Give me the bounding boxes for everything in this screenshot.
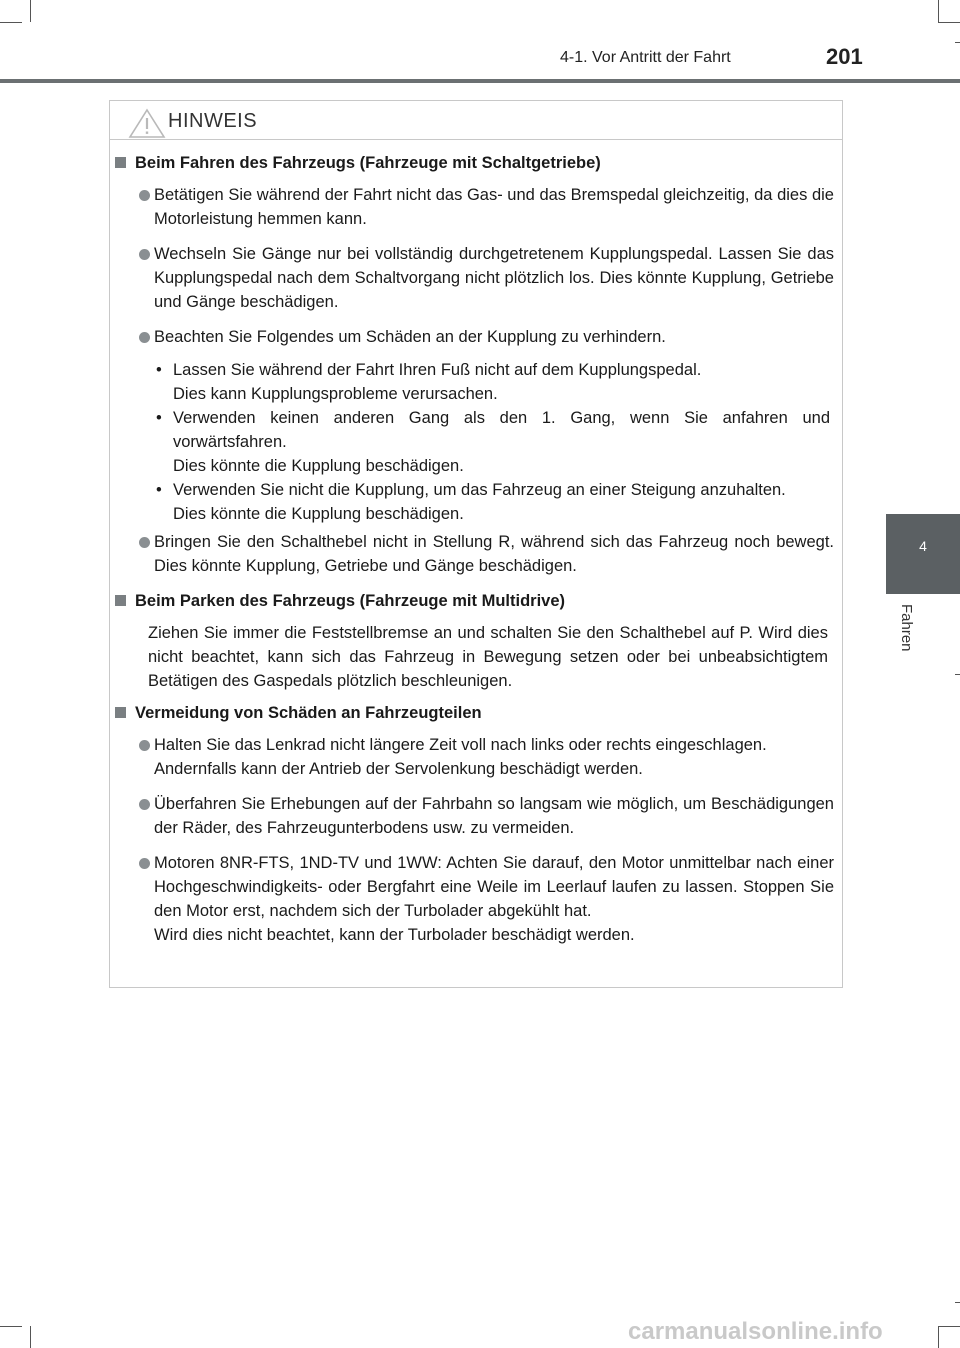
list-item-text: Motoren 8NR-FTS, 1ND-TV und 1WW: Achten Sie darauf, den Motor unmittelbar nach einer Hochgeschwindigkeits- oder Bergfahrt eine Weile im Leerlauf laufen zu lassen. Stoppen Sie den Motor erst, nachdem sich der Turbolader abgekühlt hat. bbox=[154, 854, 834, 920]
notice-header bbox=[110, 101, 842, 140]
list-item-text: Halten Sie das Lenkrad nicht längere Zeit voll nach links oder rechts eingeschlagen. bbox=[154, 736, 767, 754]
sub-list-item-note: Dies kann Kupplungsprobleme verursachen. bbox=[173, 385, 498, 403]
list-item-text: Betätigen Sie während der Fahrt nicht das Gas- und das Bremspedal gleichzeitig, da dies die Motorleistung hemmen kann. bbox=[154, 186, 834, 228]
list-item-text: Überfahren Sie Erhebungen auf der Fahrbahn so langsam wie möglich, um Beschädigungen der Räder, des Fahrzeugunterbodens usw. zu vermeiden. bbox=[154, 795, 834, 837]
crop-mark bbox=[0, 22, 22, 23]
list-item bbox=[110, 530, 842, 578]
round-bullet-icon bbox=[139, 858, 150, 869]
watermark: carmanualsonline.info bbox=[628, 1318, 883, 1345]
sub-list-item-note: Dies könnte die Kupplung beschädigen. bbox=[173, 457, 464, 475]
crop-mark bbox=[0, 1326, 22, 1327]
sub-list-item-note: Dies könnte die Kupplung beschädigen. bbox=[173, 505, 464, 523]
warning-icon bbox=[128, 108, 166, 138]
list-item bbox=[110, 851, 842, 947]
list-item bbox=[110, 325, 842, 349]
crop-mark bbox=[955, 1302, 960, 1303]
crop-mark bbox=[30, 0, 31, 22]
sub-list bbox=[110, 358, 842, 526]
square-bullet-icon bbox=[115, 157, 126, 168]
round-bullet-icon bbox=[139, 740, 150, 751]
crop-mark bbox=[938, 1326, 960, 1327]
crop-mark bbox=[938, 22, 960, 23]
section-heading-text: Beim Parken des Fahrzeugs (Fahrzeuge mit Multidrive) bbox=[135, 592, 566, 610]
sub-bullet-marker: • bbox=[156, 409, 162, 427]
header-rule bbox=[0, 79, 960, 83]
sub-list-item-text: Verwenden keinen anderen Gang als den 1. Gang, wenn Sie anfahren und vorwärtsfahren. bbox=[173, 409, 830, 451]
list-item-text: Wechseln Sie Gänge nur bei vollständig durchgetretenem Kupplungspedal. Lassen Sie das Kupplungspedal nach dem Schaltvorgang nicht plötzlich los. Dies könnte Kupplung, Getriebe und Gänge beschädigen. bbox=[154, 245, 834, 311]
list-item bbox=[110, 183, 842, 231]
notice-title: HINWEIS bbox=[168, 110, 258, 132]
round-bullet-icon bbox=[139, 799, 150, 810]
list-item-text: Bringen Sie den Schalthebel nicht in Stellung R, während sich das Fahrzeug noch bewegt. Dies könnte Kupplung, Getriebe und Gänge beschädigen. bbox=[154, 533, 834, 575]
section-heading bbox=[110, 701, 842, 725]
page-number: 201 bbox=[826, 44, 863, 69]
sub-list-item-text: Verwenden Sie nicht die Kupplung, um das Fahrzeug an einer Steigung anzuhalten. bbox=[173, 481, 786, 499]
section-heading bbox=[110, 151, 842, 175]
sub-bullet-marker: • bbox=[156, 481, 162, 499]
sub-list-item-text: Lassen Sie während der Fahrt Ihren Fuß nicht auf dem Kupplungspedal. bbox=[173, 361, 702, 379]
square-bullet-icon bbox=[115, 707, 126, 718]
notice-content bbox=[110, 151, 842, 958]
chapter-label bbox=[890, 604, 930, 664]
chapter-tab bbox=[886, 514, 960, 594]
paragraph: Ziehen Sie immer die Feststellbremse an und schalten Sie den Schalthebel auf P. Wird dies nicht beachtet, kann sich das Fahrzeug in Bewegung setzen oder bei unbeabsichtigtem Betätigen des Gaspedals plötzlich beschleunigen. bbox=[148, 624, 828, 690]
sub-bullet-marker: • bbox=[156, 361, 162, 379]
round-bullet-icon bbox=[139, 249, 150, 260]
list-item-text: Beachten Sie Folgendes um Schäden an der Kupplung zu verhindern. bbox=[154, 328, 666, 346]
list-item bbox=[110, 242, 842, 314]
section-heading bbox=[110, 589, 842, 613]
notice-box bbox=[109, 100, 843, 988]
section-heading-text: Vermeidung von Schäden an Fahrzeugteilen bbox=[135, 704, 482, 722]
round-bullet-icon bbox=[139, 332, 150, 343]
list-item bbox=[110, 733, 842, 781]
crop-mark bbox=[955, 674, 960, 675]
list-item-note: Andernfalls kann der Antrieb der Servolenkung beschädigt werden. bbox=[154, 760, 643, 778]
round-bullet-icon bbox=[139, 190, 150, 201]
crop-mark bbox=[30, 1326, 31, 1348]
list-item-note: Wird dies nicht beachtet, kann der Turbolader beschädigt werden. bbox=[154, 926, 635, 944]
sub-list-item bbox=[110, 358, 842, 382]
list-item bbox=[110, 792, 842, 840]
sub-list-item bbox=[110, 478, 842, 502]
section-title: 4-1. Vor Antritt der Fahrt bbox=[560, 49, 731, 66]
round-bullet-icon bbox=[139, 537, 150, 548]
crop-mark bbox=[955, 42, 960, 43]
chapter-number: 4 bbox=[919, 538, 927, 554]
chapter-label-text: Fahren bbox=[898, 604, 915, 652]
sub-list-item bbox=[110, 406, 842, 454]
square-bullet-icon bbox=[115, 595, 126, 606]
section-heading-text: Beim Fahren des Fahrzeugs (Fahrzeuge mit Schaltgetriebe) bbox=[135, 154, 601, 172]
crop-mark bbox=[938, 0, 939, 22]
crop-mark bbox=[938, 1326, 939, 1348]
